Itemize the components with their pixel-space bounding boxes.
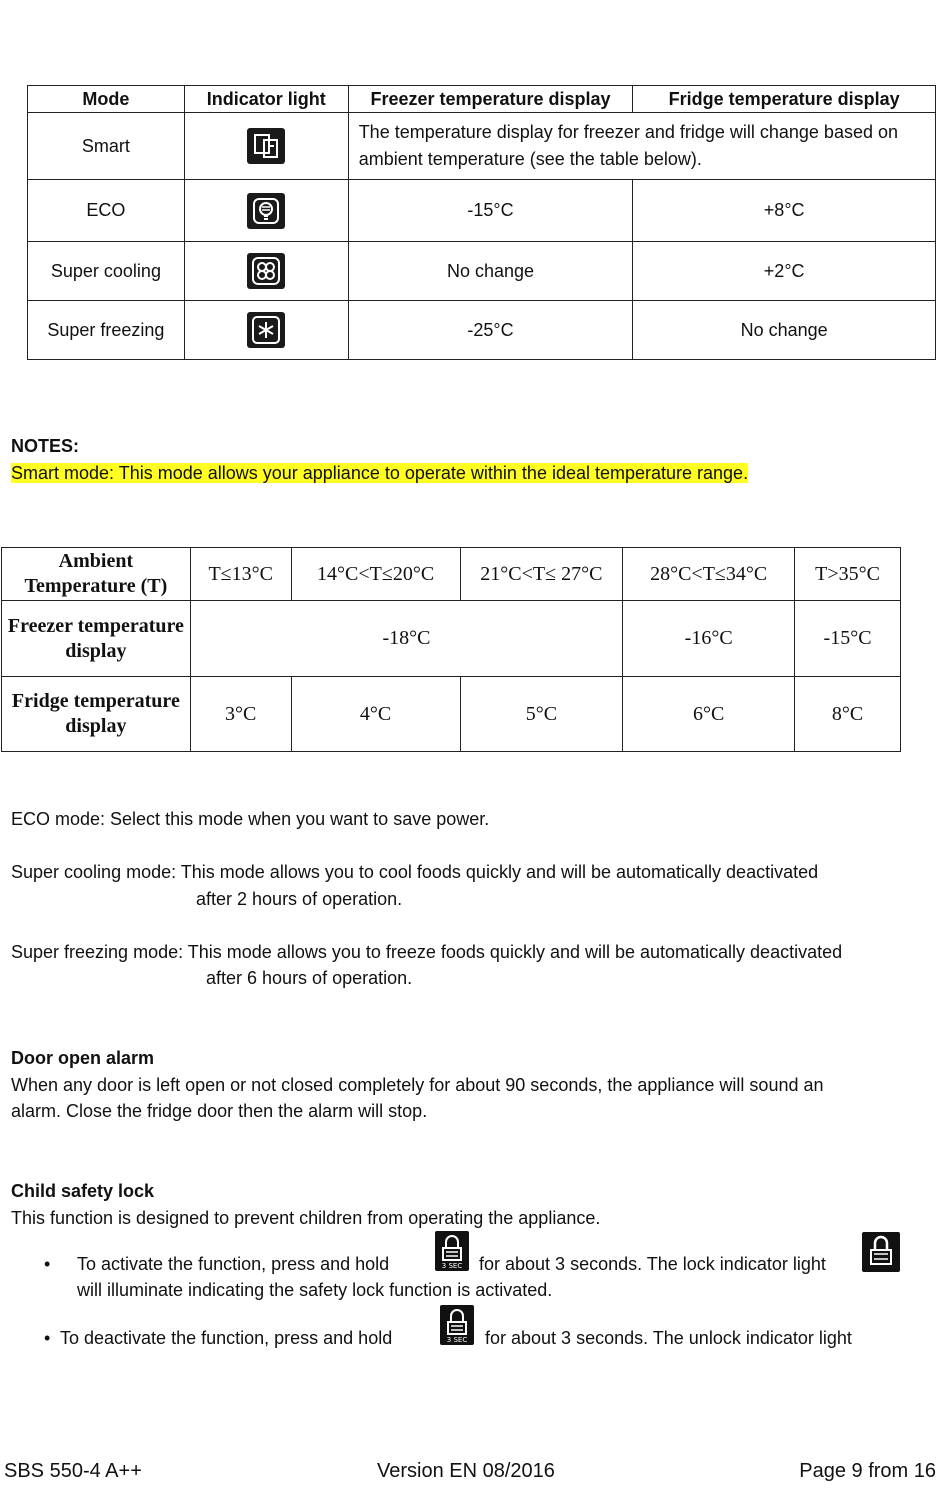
notes-heading: NOTES: xyxy=(11,436,80,456)
ambient-row xyxy=(2,548,901,601)
fridge-row xyxy=(2,677,901,752)
super-freezing-text-2: after 6 hours of operation. xyxy=(206,968,413,988)
super-freezing-text-1: Super freezing mode: This mode allows you to freeze foods quickly and will be automatically deactivated xyxy=(11,942,843,962)
button-label: 3 SEC xyxy=(441,1262,463,1270)
super-cooling-fridge-value: +2°C xyxy=(633,242,936,301)
ambient-table xyxy=(1,547,901,752)
range-cell: 21°C<T≤ 27°C xyxy=(460,548,623,601)
lock-3sec-button-icon xyxy=(435,1231,469,1271)
smart-mode-description: The temperature display for freezer and fridge will change based on ambient temperature (see the table below). xyxy=(348,113,935,180)
range-cell: 14°C<T≤20°C xyxy=(291,548,460,601)
eco-mode-text: ECO mode: Select this mode when you want to save power. xyxy=(11,809,490,829)
super-freezing-fridge-value: No change xyxy=(633,301,936,360)
mode-name: Smart xyxy=(28,113,185,180)
fridge-value-cell: 4°C xyxy=(291,677,460,752)
eco-freezer-value: -15°C xyxy=(348,180,633,242)
fridge-row-header: Fridge temperature display xyxy=(2,677,191,752)
mode-name: ECO xyxy=(28,180,185,242)
footer-page-number: Page 9 from 16 xyxy=(799,1460,936,1482)
mode-name: Super cooling xyxy=(28,242,185,301)
fridge-value-cell: 5°C xyxy=(460,677,623,752)
indicator-cell xyxy=(184,113,348,180)
button-label: 3 SEC xyxy=(446,1336,468,1344)
super-cooling-icon xyxy=(247,253,285,289)
col-header-freezer: Freezer temperature display xyxy=(348,86,633,113)
super-freezing-icon xyxy=(247,312,285,348)
super-cooling-text-2: after 2 hours of operation. xyxy=(196,889,403,909)
smart-mode-note: Smart mode: This mode allows your appliance to operate within the ideal temperature range. xyxy=(11,463,749,483)
col-header-mode: Mode xyxy=(28,86,185,113)
smart-mode-icon xyxy=(247,128,285,164)
eco-fridge-value: +8°C xyxy=(633,180,936,242)
smart-note-line xyxy=(11,463,748,484)
activate-text-c: will illuminate indicating the safety lock function is activated. xyxy=(77,1280,553,1300)
door-alarm-text-1: When any door is left open or not closed completely for about 90 seconds, the appliance will sound an xyxy=(11,1075,824,1095)
freezer-row-header: Freezer temperature display xyxy=(2,601,191,677)
ambient-row-header: Ambient Temperature (T) xyxy=(2,548,191,601)
fridge-value-cell: 6°C xyxy=(623,677,795,752)
lock-indicator-light-icon xyxy=(862,1232,900,1272)
range-cell: T>35°C xyxy=(795,548,901,601)
freezer-value-cell: -16°C xyxy=(623,601,795,677)
range-cell: 28°C<T≤34°C xyxy=(623,548,795,601)
bullet-dot: • xyxy=(44,1254,51,1274)
deactivate-text-a: To deactivate the function, press and hold xyxy=(60,1328,393,1348)
activate-text-b: for about 3 seconds. The lock indicator light xyxy=(479,1254,826,1274)
col-header-indicator: Indicator light xyxy=(184,86,348,113)
fridge-value-cell: 3°C xyxy=(190,677,291,752)
child-lock-intro: This function is designed to prevent children from operating the appliance. xyxy=(11,1208,601,1228)
mode-row-super-cooling xyxy=(28,242,936,301)
bullet-dot: • xyxy=(44,1328,51,1348)
range-cell: T≤13°C xyxy=(190,548,291,601)
fridge-value-cell: 8°C xyxy=(795,677,901,752)
modes-header-row xyxy=(28,86,936,113)
footer-version: Version EN 08/2016 xyxy=(377,1460,555,1482)
mode-name: Super freezing xyxy=(28,301,185,360)
eco-mode-icon xyxy=(247,193,285,229)
indicator-cell xyxy=(184,180,348,242)
indicator-cell xyxy=(184,242,348,301)
indicator-cell xyxy=(184,301,348,360)
unlock-3sec-button-icon xyxy=(440,1305,474,1345)
col-header-fridge: Fridge temperature display xyxy=(633,86,936,113)
footer-model: SBS 550-4 A++ xyxy=(4,1460,142,1482)
freezer-value-cell: -18°C xyxy=(190,601,622,677)
modes-table xyxy=(27,85,936,360)
super-cooling-freezer-value: No change xyxy=(348,242,633,301)
super-cooling-text-1: Super cooling mode: This mode allows you to cool foods quickly and will be automatically deactivated xyxy=(11,862,819,882)
door-alarm-text-2: alarm. Close the fridge door then the alarm will stop. xyxy=(11,1101,428,1121)
mode-row-super-freezing xyxy=(28,301,936,360)
activate-text-a: To activate the function, press and hold xyxy=(77,1254,390,1274)
door-alarm-heading: Door open alarm xyxy=(11,1048,155,1068)
child-lock-heading: Child safety lock xyxy=(11,1181,155,1201)
mode-row-smart xyxy=(28,113,936,180)
freezer-row xyxy=(2,601,901,677)
deactivate-text-b: for about 3 seconds. The unlock indicator light xyxy=(485,1328,852,1348)
super-freezing-freezer-value: -25°C xyxy=(348,301,633,360)
freezer-value-cell: -15°C xyxy=(795,601,901,677)
mode-row-eco xyxy=(28,180,936,242)
